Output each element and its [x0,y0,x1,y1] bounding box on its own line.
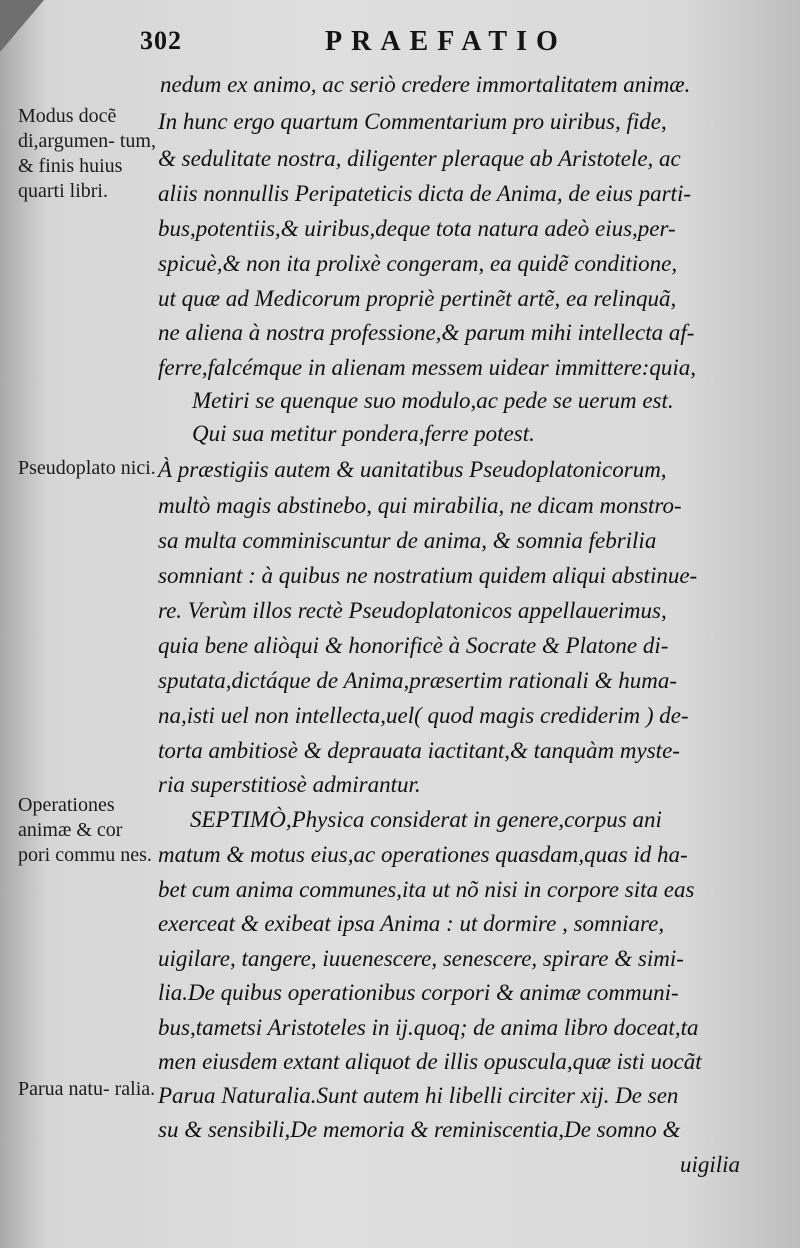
text-line: quia bene aliòqui & honorificè à Socrate & Platone di- [158,633,669,658]
text-line: su & sensibili,De memoria & reminiscentia,De somno & [158,1117,681,1142]
text-line: multò magis abstinebo, qui mirabilia, ne dicam monstro- [158,493,682,518]
text-line: ria superstitiosè admirantur. [158,772,421,797]
text-line: na,isti uel non intellecta,uel( quod magis crediderim ) de- [158,703,689,728]
catchword: uigilia [680,1152,741,1177]
text-line: bus,tametsi Aristoteles in ij.quoq; de anima libro doceat,ta [158,1015,699,1040]
text-line: & sedulitate nostra, diligenter pleraque ab Aristotele, ac [158,146,681,171]
margin-note-modus: Modus docẽ di,argumen- tum, & finis huius quarti libri. [18,105,156,202]
text-line: re. Verùm illos rectè Pseudoplatonicos appellauerimus, [158,598,667,623]
text-line: In hunc ergo quartum Commentarium pro uiribus, fide, [158,109,667,134]
text-line: torta ambitiosè & deprauata iactitant,& tanquàm myste- [158,738,680,763]
text-line: aliis nonnullis Peripateticis dicta de Anima, de eius parti- [158,181,691,206]
page-number: 302 [140,26,182,55]
text-line: somniant : à quibus ne nostratium quidem aliqui abstinue- [158,563,698,588]
text-line: spicuè,& non ita prolixè congeram, ea quidẽ conditione, [158,251,678,276]
text-line: nedum ex animo, ac seriò credere immortalitatem animæ. [160,72,691,97]
text-line: sputata,dictáque de Anima,præsertim rationali & huma- [158,668,677,693]
text-line: exerceat & exibeat ipsa Anima : ut dormire , somniare, [158,911,665,936]
text-line: matum & motus eius,ac operationes quasdam,quas id ha- [158,842,688,867]
page-header [0,24,800,64]
text-line: sa multa comminiscuntur de anima, & somnia febrilia [158,528,657,553]
text-line: lia.De quibus operationibus corpori & animæ communi- [158,980,679,1005]
text-line: SEPTIMÒ,Physica considerat in genere,corpus ani [190,807,662,832]
text-line: bus,potentiis,& uiribus,deque tota natura adeò eius,per- [158,216,676,241]
text-line: À præstigiis autem & uanitatibus Pseudoplatonicorum, [158,457,667,482]
running-head: PRAEFATIO [325,26,567,57]
margin-note-operationes: Operationes animæ & cor pori commu nes. [18,794,152,866]
verse-line: Qui sua metitur pondera,ferre potest. [192,421,535,446]
text-line: ne aliena à nostra professione,& parum mihi intellecta af- [158,320,695,345]
text-line: bet cum anima communes,ita ut nõ nisi in corpore sita eas [158,877,695,902]
text-line: uigilare, tangere, iuuenescere, senescere, spirare & simi- [158,946,684,971]
text-line: men eiusdem extant aliquot de illis opuscula,quæ isti uocãt [158,1049,702,1074]
text-line: ut quæ ad Medicorum propriè pertinẽt artẽ, ea relinquã, [158,286,677,311]
margin-note-parua-naturalia: Parua natu- ralia. [18,1078,156,1100]
verse-line: Metiri se quenque suo modulo,ac pede se uerum est. [192,388,674,413]
text-line: Parua Naturalia.Sunt autem hi libelli circiter xij. De sen [158,1083,679,1108]
margin-note-pseudoplatonici: Pseudoplato nici. [18,457,156,479]
text-line: ferre,falcémque in alienam messem uidear immittere:quia, [158,355,697,380]
